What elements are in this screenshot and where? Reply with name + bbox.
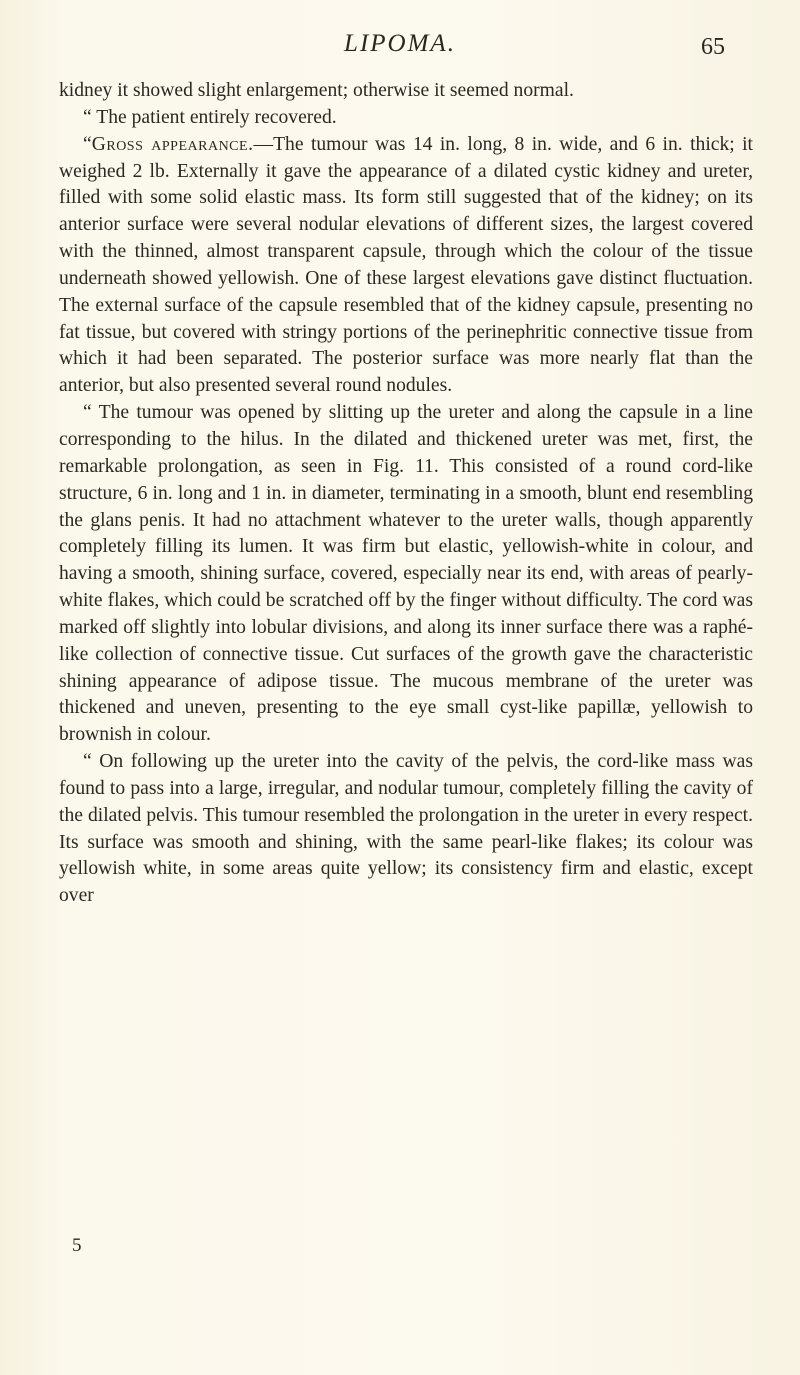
signature-mark: 5 bbox=[72, 1235, 82, 1256]
opening-quote: “ bbox=[83, 133, 92, 155]
paragraph-pelvis: “ On following up the ureter into the cavity of the pelvis, the cord-like mass was found to pass into a large, irregular, and nodular tumour, completely filling the cavity of the dilated pelvis. This tumour resembled the prolongation in the ureter in every respect. Its surface was smooth and shining, with the same pearl-like flakes; its colour was yellowish white, in some areas quite yellow; its consistency firm and elastic, except over bbox=[59, 751, 753, 907]
paragraph-recovery: “ The patient entirely recovered. bbox=[83, 106, 337, 128]
section-heading: Gross appearance. bbox=[91, 133, 254, 155]
paragraph-tumour-opened: “ The tumour was opened by slitting up the ureter and along the capsule in a line corresponding to the hilus. In the dilated and thickened ureter was met, first, the remarkable prolongation, as seen in Fig. 11. This consisted of a round cord-like structure, 6 in. long and 1 in. in diameter, terminating in a smooth, blunt end resembling the glans penis. It had no attachment whatever to the ureter walls, though apparently completely filling its lumen. It was firm but elastic, yellowish-white in colour, and having a smooth, shining surface, covered, especially near its end, with areas of pearly-white flakes, which could be scratched off by the finger without difficulty. The cord was marked off slightly into lobular divisions, and along its inner surface there was a raphé-like collection of connective tissue. Cut surfaces of the growth gave the characteristic shining appearance of adipose tissue. The mucous membrane of the ureter was thickened and uneven, presenting to the eye small cyst-like papillæ, yellowish to brownish in colour. bbox=[59, 402, 753, 746]
paragraph-gross-appearance bbox=[59, 132, 753, 400]
page-header bbox=[0, 22, 800, 62]
paragraph-gross-appearance-text: —The tumour was 14 in. long, 8 in. wide, and 6 in. thick; it weighed 2 lb. Externally it gave the appearance of a dilated cystic kidney and ureter, filled with some solid elastic mass. Its form still suggested that of the kidney; on its anterior surface were several nodular elevations of different sizes, the largest covered with the thinned, almost transparent capsule, through which the colour of the tissue underneath showed yellowish. One of these largest elevations gave distinct fluctuation. The external surface of the capsule resembled that of the kidney capsule, presenting no fat tissue, but covered with stringy portions of the perinephritic connective tissue from which it had been separated. The posterior surface was more nearly flat than the anterior, but also presented several round nodules. bbox=[59, 133, 754, 397]
page-number: 65 bbox=[701, 34, 725, 60]
body-text bbox=[59, 78, 753, 910]
running-title: LIPOMA. bbox=[344, 30, 456, 57]
paragraph-continuation: kidney it showed slight enlargement; otherwise it seemed normal. bbox=[59, 80, 574, 101]
